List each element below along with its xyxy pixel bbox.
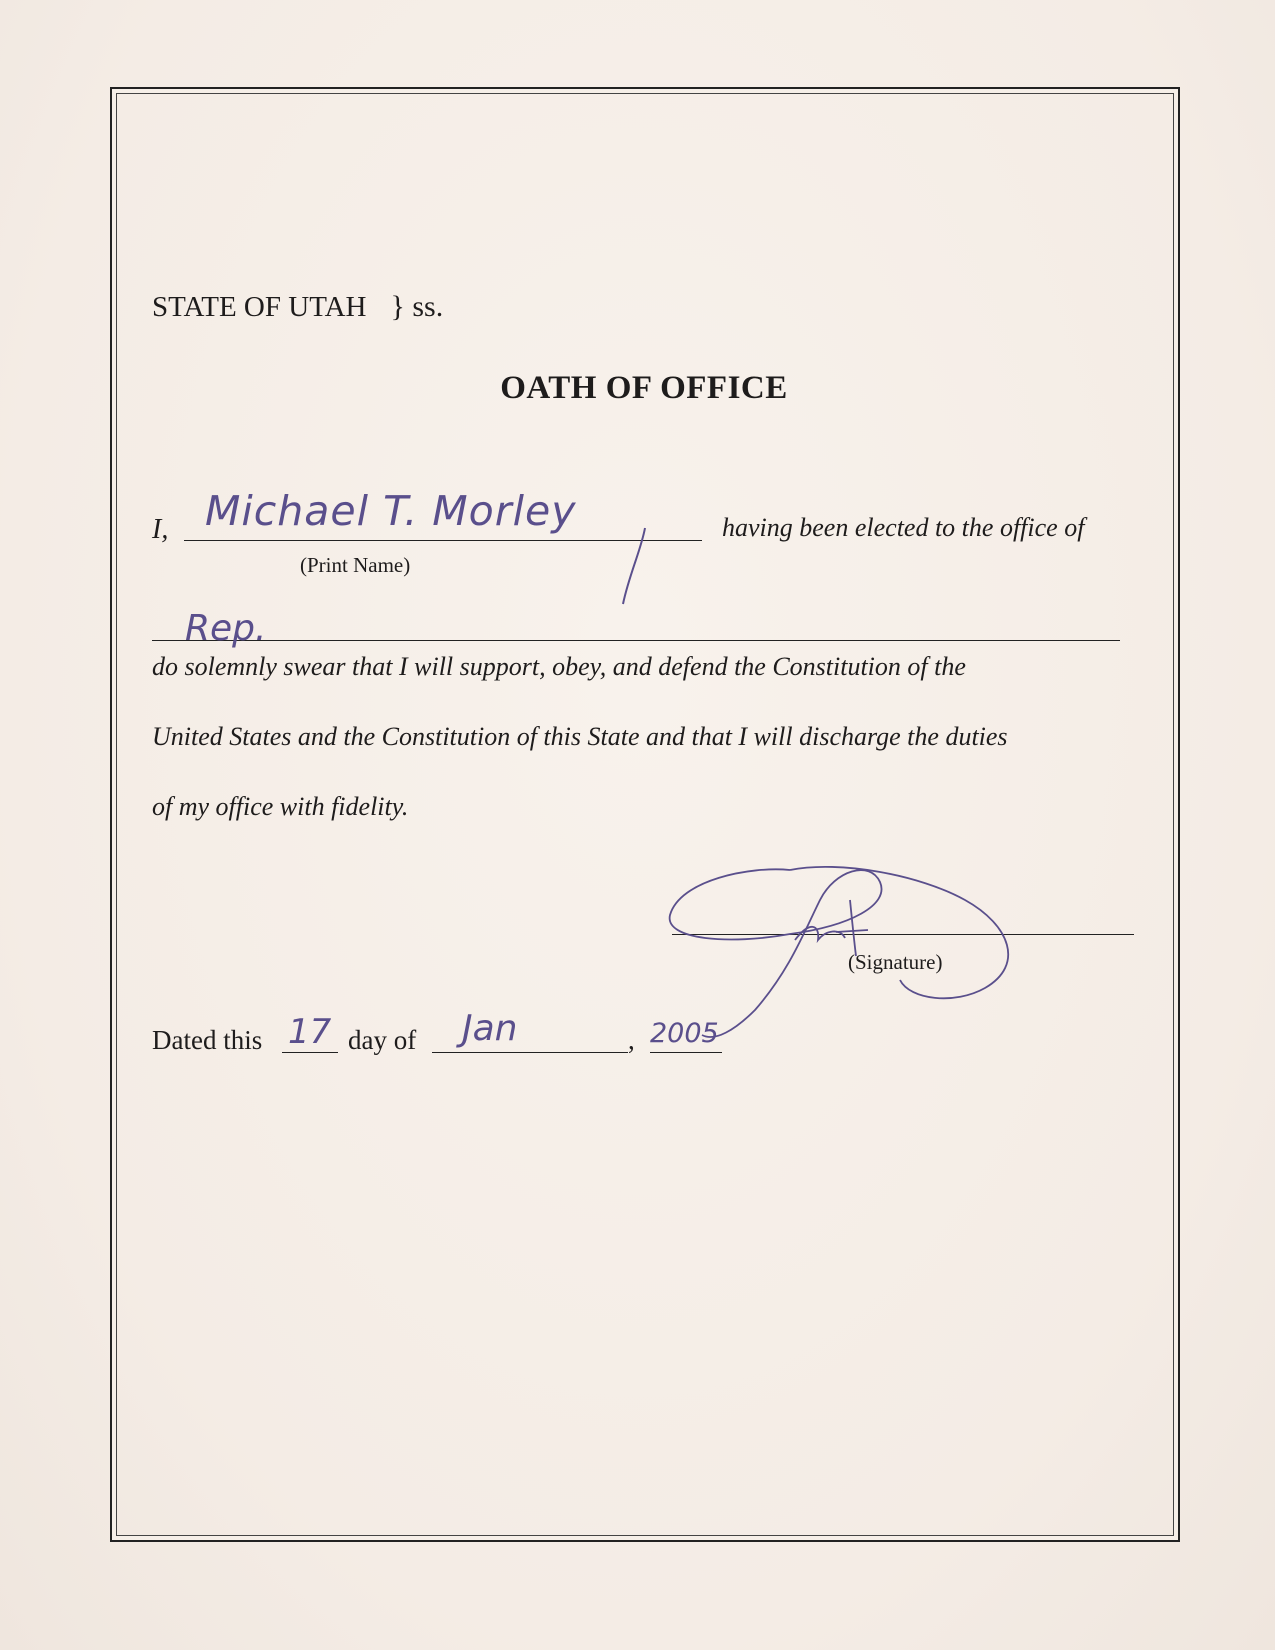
name-pen-stroke <box>605 520 665 610</box>
print-name-caption: (Print Name) <box>300 553 411 577</box>
oath-body-line-1: do solemnly swear that I will support, obey, and defend the Constitution of the <box>152 652 966 681</box>
day-handwritten: 17 <box>288 1012 332 1052</box>
venue-mark: } ss. <box>390 290 444 323</box>
oath-prefix: I, <box>152 514 169 545</box>
date-comma: , <box>628 1025 635 1055</box>
month-handwritten: Jan <box>462 1008 518 1049</box>
elected-text: having been elected to the office of <box>722 513 1085 542</box>
day-of-text: day of <box>348 1025 417 1055</box>
name-handwritten: Michael T. Morley <box>205 487 577 535</box>
oath-body-line-2: United States and the Constitution of this State and that I will discharge the duties <box>152 722 1008 751</box>
oath-body-line-3: of my office with fidelity. <box>152 792 409 821</box>
office-handwritten: Rep. <box>185 608 267 649</box>
month-field-line <box>432 1052 628 1053</box>
document-title: OATH OF OFFICE <box>500 370 788 406</box>
dated-prefix: Dated this <box>152 1025 263 1055</box>
state-heading <box>152 290 443 324</box>
signature-caption: (Signature) <box>848 950 943 974</box>
year-handwritten: 2005 <box>650 1018 719 1049</box>
office-field-line <box>152 640 1120 641</box>
state-name: STATE OF UTAH <box>152 291 367 323</box>
day-field-line <box>282 1052 338 1053</box>
year-field-line <box>650 1052 722 1053</box>
